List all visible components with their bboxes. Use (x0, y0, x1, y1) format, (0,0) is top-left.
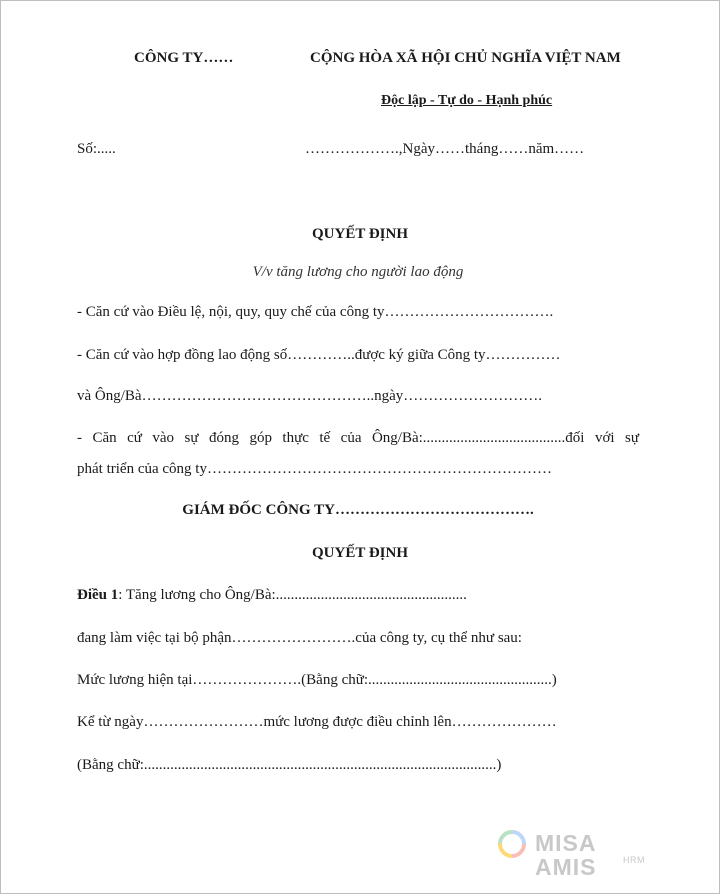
article-1-line-3: Kể từ ngày……………………mức lương được điều chỉnh lên………………… (77, 714, 557, 730)
national-title: CỘNG HÒA XÃ HỘI CHỦ NGHĨA VIỆT NAM (310, 50, 621, 66)
basis-line-4: - Căn cứ vào sự đóng góp thực tế của Ông/Bà:......................................đối với sự (77, 430, 639, 446)
watermark-brand: MISA AMIS (535, 830, 597, 880)
decision-subtitle: V/v tăng lương cho người lao động (252, 264, 464, 280)
document-number: Số:..... (77, 141, 116, 157)
decision-title: QUYẾT ĐỊNH (312, 226, 408, 242)
company-name: CÔNG TY…… (134, 50, 234, 66)
article-1-line-1: đang làm việc tại bộ phận…………………….của công ty, cụ thể như sau: (77, 630, 522, 646)
article-1-text: : Tăng lương cho Ông/Bà:................................................... (118, 587, 467, 603)
basis-line-1: - Căn cứ vào Điều lệ, nội, quy, quy chế của công ty……………………………. (77, 304, 554, 320)
decision-title-2: QUYẾT ĐỊNH (312, 545, 408, 561)
director-heading: GIÁM ĐỐC CÔNG TY…………………………………. (182, 502, 534, 518)
basis-line-2: - Căn cứ vào hợp đồng lao động số…………..được ký giữa Công ty…………… (77, 347, 561, 363)
article-1-line-2: Mức lương hiện tại………………….(Bằng chữ:.................................................) (77, 672, 557, 688)
place-and-date: ……………….,Ngày……tháng……năm…… (305, 141, 585, 157)
watermark-product: HRM (623, 855, 645, 865)
basis-line-5: phát triển của công ty…………………………………………………………… (77, 461, 552, 477)
basis-line-3: và Ông/Bà………………………………………..ngày………………………. (77, 388, 542, 404)
national-motto: Độc lập - Tự do - Hạnh phúc (381, 93, 553, 108)
article-1-line-4: (Bằng chữ:..............................................................................................) (77, 757, 502, 773)
misa-amis-watermark (495, 827, 655, 880)
article-1 (77, 586, 467, 604)
article-1-label: Điều 1 (77, 587, 119, 603)
misa-logo-icon (495, 827, 529, 861)
